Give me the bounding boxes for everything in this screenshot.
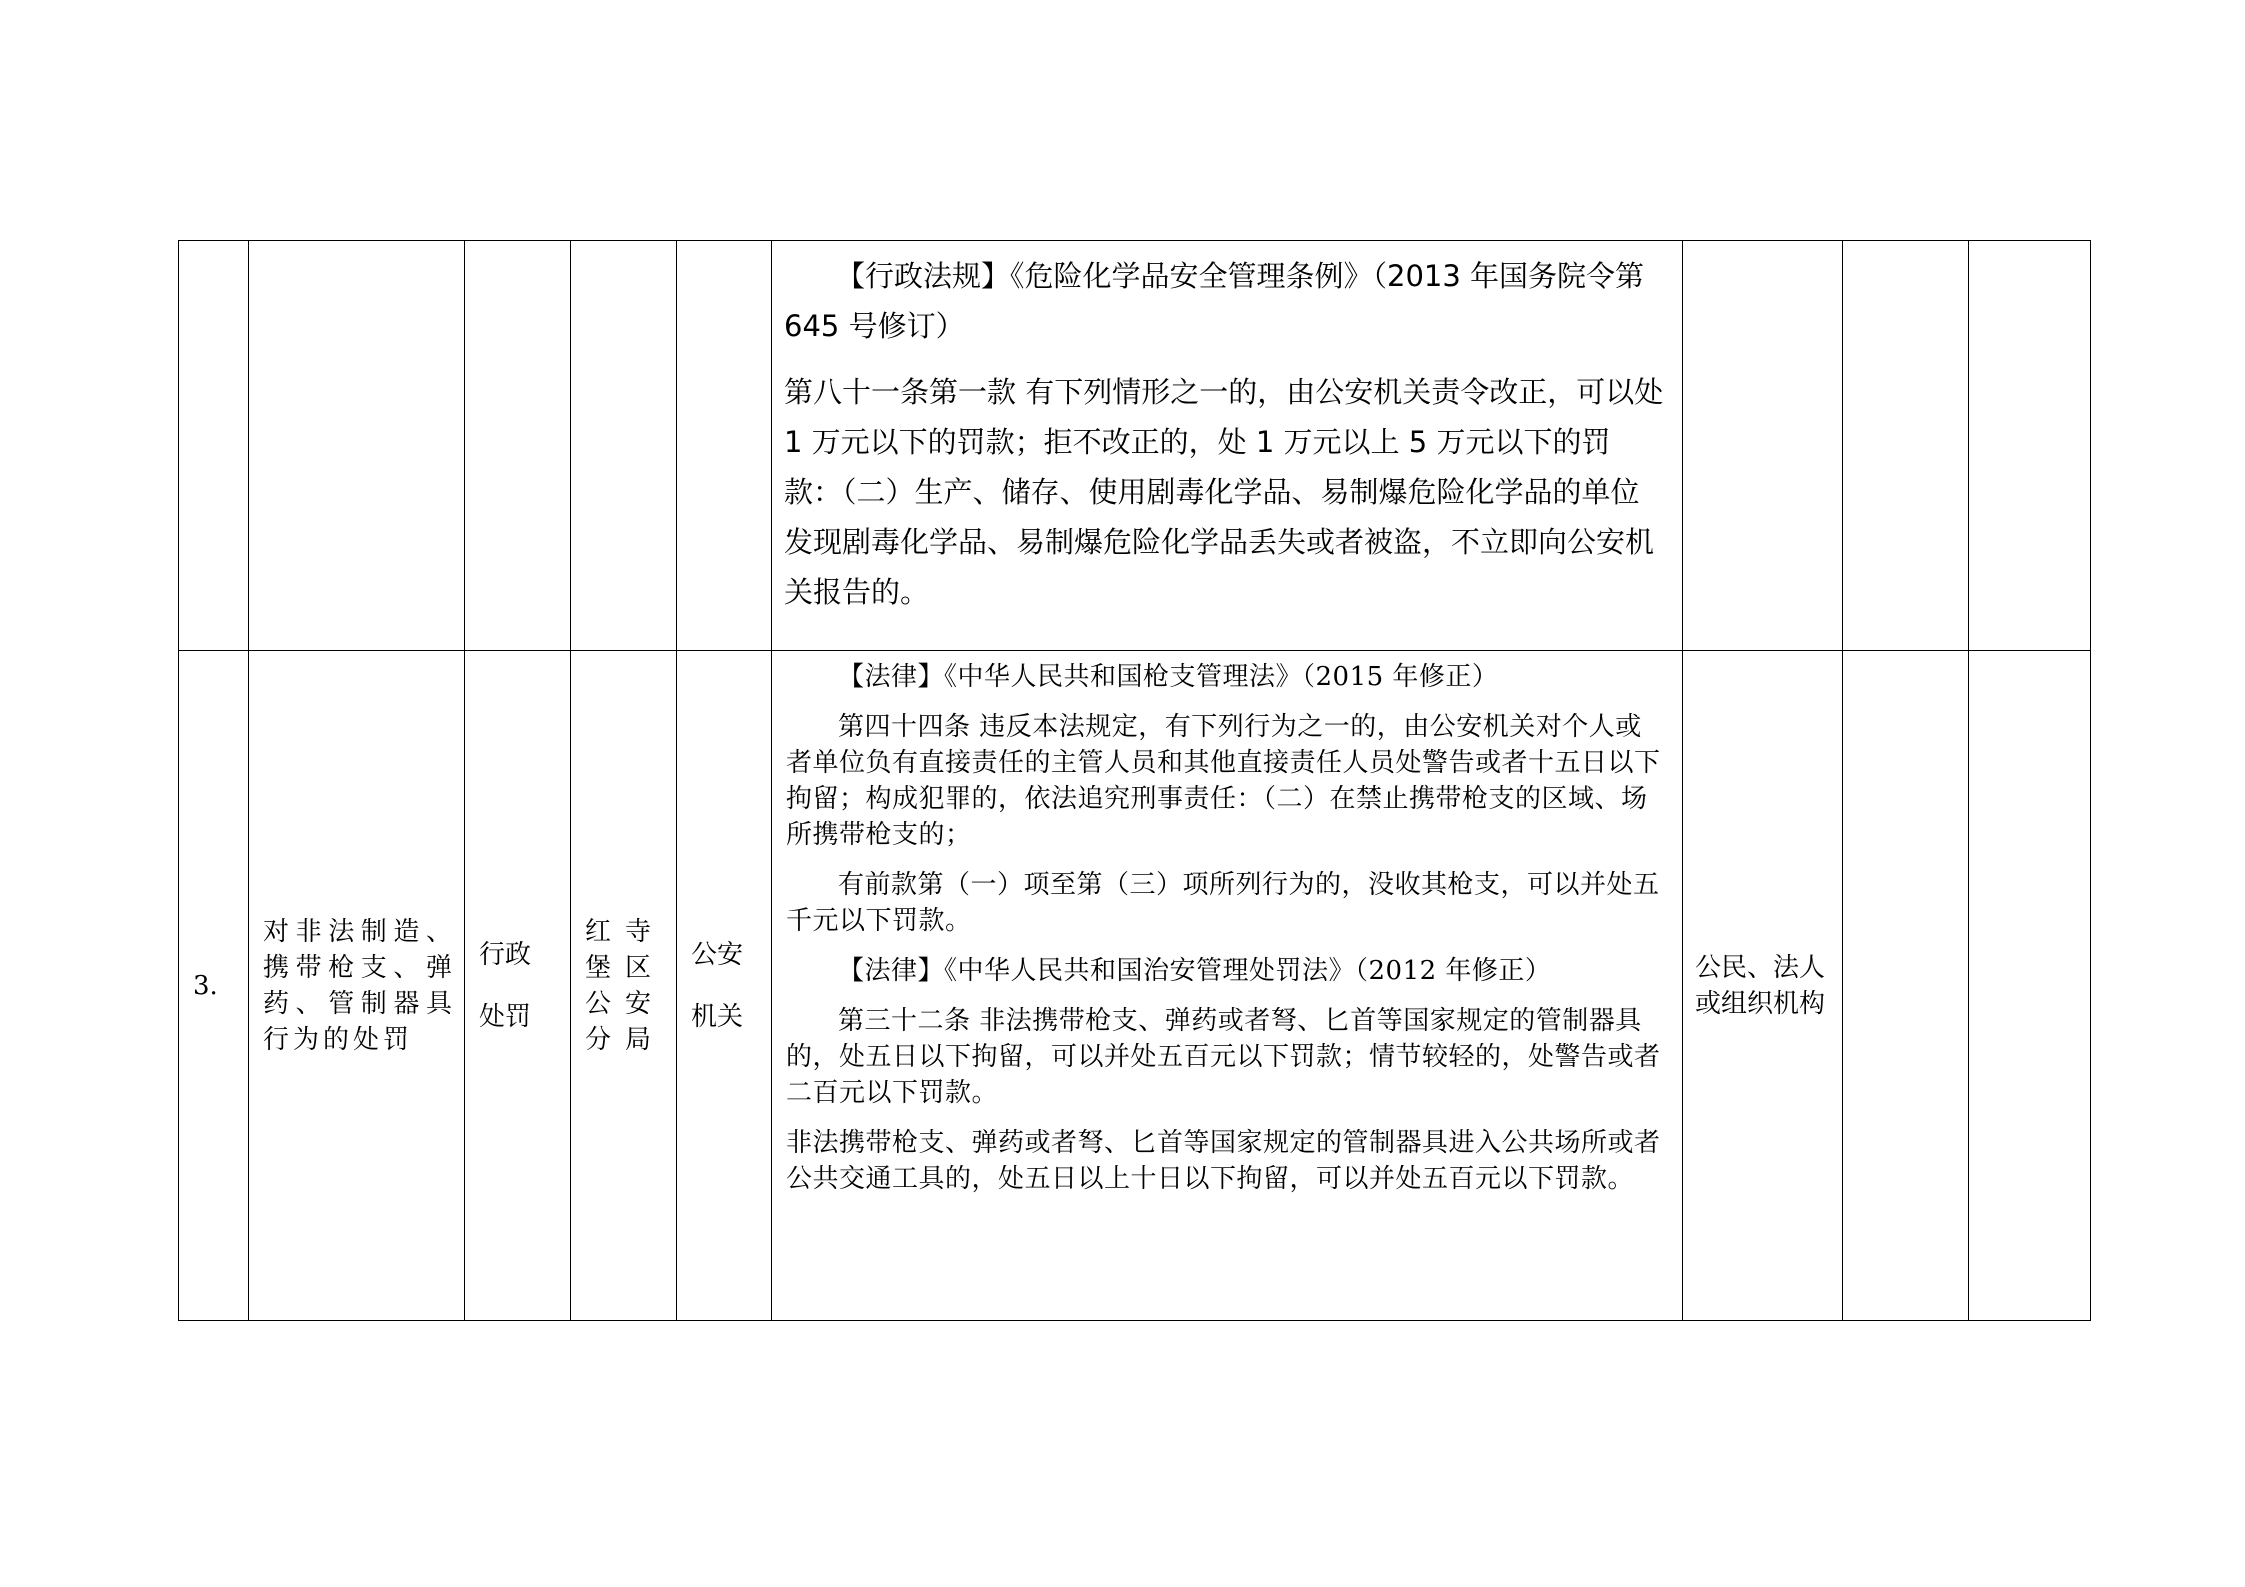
table-row <box>179 651 2091 1321</box>
number-cell: 3. <box>179 651 249 1321</box>
law-heading: 【法律】《中华人民共和国治安管理处罚法》（2012 年修正） <box>838 956 1552 986</box>
target-cell: 公民、法人或组织机构 <box>1683 651 1843 1321</box>
law-heading: 【法律】《中华人民共和国枪支管理法》（2015 年修正） <box>838 662 1499 692</box>
type-line: 处罚 <box>479 1001 532 1032</box>
org-cell <box>677 651 772 1321</box>
type-line: 行政 <box>479 939 532 970</box>
regulation-heading: 【行政法规】《危险化学品安全管理条例》（2013 年国务院令第 645 号修订） <box>784 259 1645 343</box>
type-cell <box>465 651 571 1321</box>
empty-cell <box>1843 651 1969 1321</box>
item-cell: 对非法制造、携带枪支、弹药、管制器具行为的处罚 <box>249 651 465 1321</box>
power-list-table <box>178 240 2091 1321</box>
law-article: 第三十二条 非法携带枪支、弹药或者弩、匕首等国家规定的管制器具的，处五日以下拘留，可以并处五百元以下罚款；情节较轻的，处警告或者二百元以下罚款。 <box>786 1006 1661 1108</box>
table-row <box>179 241 2091 651</box>
empty-cell <box>1969 651 2091 1321</box>
item-cell <box>249 241 465 651</box>
org-cell <box>677 241 772 651</box>
dept-cell <box>571 241 677 651</box>
law-article: 第四十四条 违反本法规定，有下列行为之一的，由公安机关对个人或者单位负有直接责任的主管人员和其他直接责任人员处警告或者十五日以下拘留；构成犯罪的，依法追究刑事责任：（二）在禁止携带枪支的区域、场所携带枪支的； <box>786 712 1661 850</box>
type-cell <box>465 241 571 651</box>
target-cell <box>1683 241 1843 651</box>
empty-cell <box>1969 241 2091 651</box>
number-cell <box>179 241 249 651</box>
basis-cell <box>772 651 1683 1321</box>
law-article: 有前款第（一）项至第（三）项所列行为的，没收其枪支，可以并处五千元以下罚款。 <box>786 870 1660 936</box>
empty-cell <box>1843 241 1969 651</box>
org-line: 公安 <box>691 939 744 970</box>
dept-cell: 红寺堡区公安分局 <box>571 651 677 1321</box>
law-article: 非法携带枪支、弹药或者弩、匕首等国家规定的管制器具进入公共场所或者公共交通工具的，处五日以上十日以下拘留，可以并处五百元以下罚款。 <box>786 1128 1661 1194</box>
regulation-article: 第八十一条第一款 有下列情形之一的，由公安机关责令改正，可以处 1 万元以下的罚款；拒不改正的，处 1 万元以上 5 万元以下的罚款：（二）生产、储存、使用剧毒化学品、易制爆危险化学品的单位发现剧毒化学品、易制爆危险化学品丢失或者被盗，不立即向公安机关报告的。 <box>784 375 1664 609</box>
org-line: 机关 <box>691 1001 744 1032</box>
basis-cell <box>772 241 1683 651</box>
